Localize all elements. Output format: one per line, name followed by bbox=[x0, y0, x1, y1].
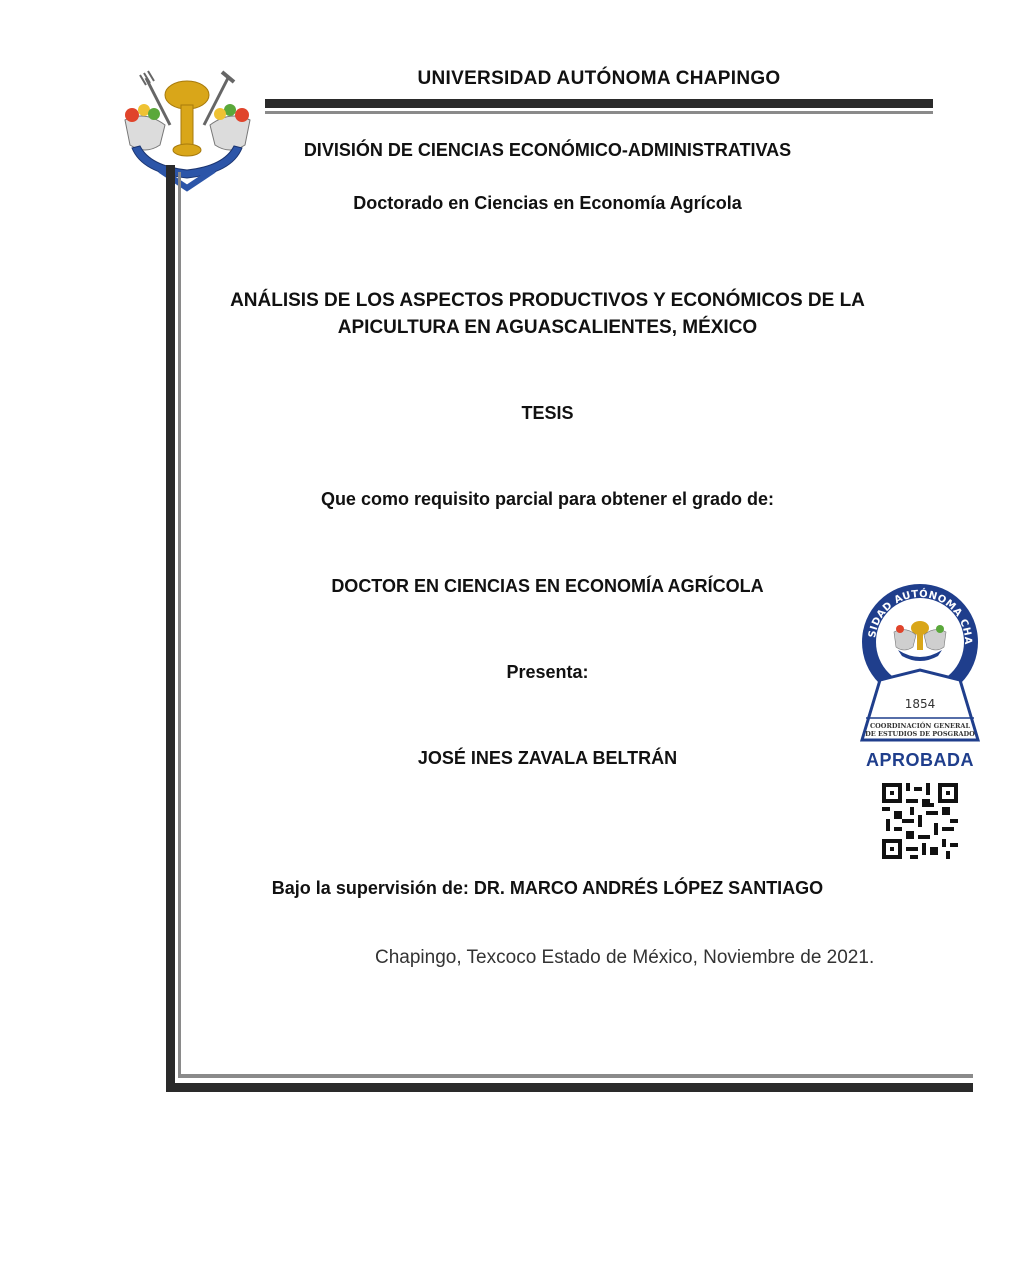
seal-office-line1: COORDINACIÓN GENERAL bbox=[869, 722, 971, 730]
degree-name: DOCTOR EN CIENCIAS EN ECONOMÍA AGRÍCOLA bbox=[331, 576, 764, 596]
bottom-border-thin bbox=[178, 1074, 973, 1078]
approval-status: APROBADA bbox=[865, 750, 974, 770]
thesis-title-line1: ANÁLISIS DE LOS ASPECTOS PRODUCTIVOS Y ECONÓMICOS DE LA bbox=[230, 290, 865, 311]
division-name: DIVISIÓN DE CIENCIAS ECONÓMICO-ADMINISTRATIVAS bbox=[303, 140, 792, 160]
seal-ring-text: SIDAD AUTÓNOMA CHA bbox=[867, 588, 974, 646]
supervisor-line: Bajo la supervisión de: DR. MARCO ANDRÉS LÓPEZ SANTIAGO bbox=[271, 878, 824, 898]
document-type: TESIS bbox=[521, 403, 574, 423]
header-rule-thick bbox=[265, 99, 933, 108]
requirement-text: Que como requisito parcial para obtener el grado de: bbox=[320, 489, 775, 509]
university-crest-icon bbox=[120, 70, 255, 195]
presents-label: Presenta: bbox=[506, 662, 589, 682]
program-name: Doctorado en Ciencias en Economía Agrícola bbox=[353, 193, 742, 213]
bottom-border-thick bbox=[166, 1083, 973, 1092]
approval-seal bbox=[858, 580, 982, 750]
place-date: Chapingo, Texcoco Estado de México, Noviembre de 2021. bbox=[375, 947, 875, 968]
thesis-title bbox=[160, 287, 935, 341]
left-border-thin bbox=[178, 172, 181, 1077]
left-border-thick bbox=[166, 165, 175, 1092]
qr-code-icon bbox=[882, 783, 958, 859]
university-name: UNIVERSIDAD AUTÓNOMA CHAPINGO bbox=[417, 68, 781, 89]
author-name: JOSÉ INES ZAVALA BELTRÁN bbox=[417, 748, 678, 768]
seal-office-line2: DE ESTUDIOS DE POSGRADO bbox=[865, 730, 975, 738]
header-rule-thin bbox=[265, 111, 933, 114]
thesis-title-line2: APICULTURA EN AGUASCALIENTES, MÉXICO bbox=[337, 317, 758, 338]
seal-year: 1854 bbox=[904, 697, 936, 711]
